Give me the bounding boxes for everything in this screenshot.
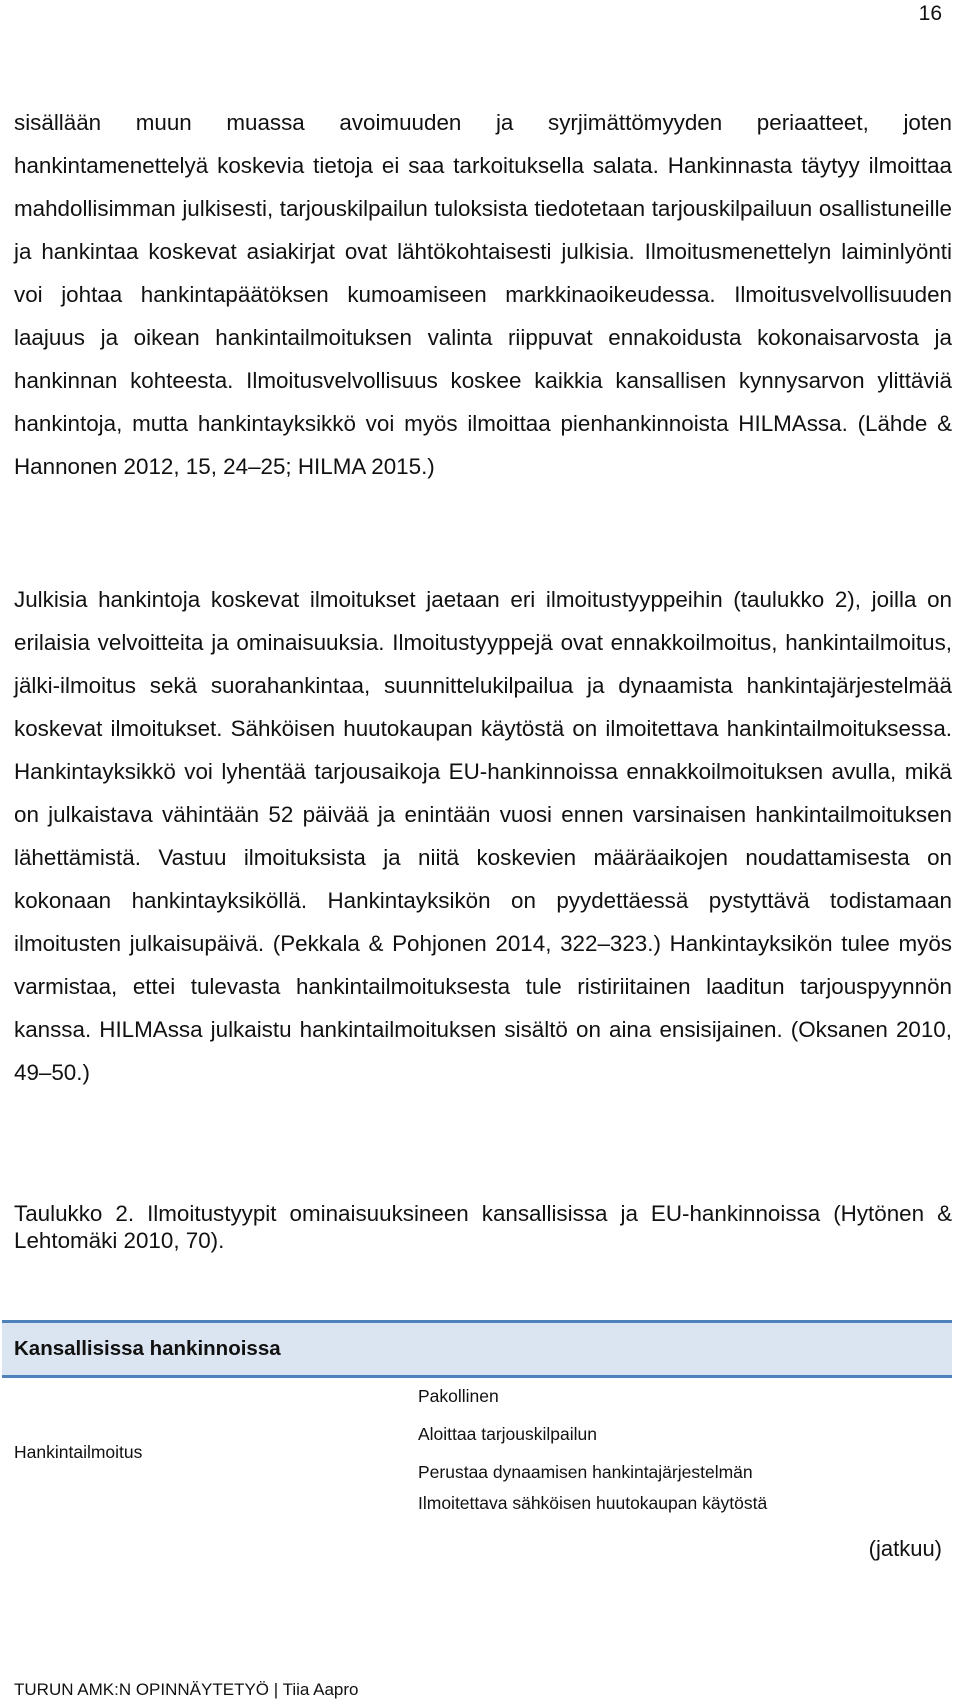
notice-types-table: [2, 1320, 952, 1550]
table-cell: Aloittaa tarjouskilpailun: [418, 1424, 597, 1444]
table-header: [2, 1320, 952, 1378]
table-cell: Ilmoitettava sähköisen huutokaupan käytöstä: [418, 1493, 768, 1513]
body-paragraph-1: sisällään muun muassa avoimuuden ja syrjimättömyyden periaatteet, joten hankintamenettelyä koskevia tietoja ei saa tarkoituksella salata. Hankinnasta täytyy ilmoittaa mahdollisimman julkisesti, tarjouskilpailun tuloksista tiedotetaan tarjouskilpailuun osallistuneille ja hankintaa koskevat asiakirjat ovat lähtökohtaisesti julkisia. Ilmoitusmenettelyn laiminlyönti voi johtaa hankintapäätöksen kumoamiseen markkinaoikeudessa. Ilmoitusvelvollisuuden laajuus ja oikean hankintailmoituksen valinta riippuvat ennakoidusta kokonaisarvosta ja hankinnan kohteesta. Ilmoitusvelvollisuus koskee kaikkia kansallisen kynnysarvon ylittäviä hankintoja, mutta hankintayksikkö voi myös ilmoittaa pienhankinnoista HILMAssa. (Lähde & Hannonen 2012, 15, 24–25; HILMA 2015.): [14, 110, 952, 479]
table-row-label: Hankintailmoitus: [14, 1442, 143, 1462]
continued-label: (jatkuu): [868, 1536, 942, 1561]
table-caption: Taulukko 2. Ilmoitustyypit ominaisuuksineen kansallisissa ja EU-hankinnoissa (Hytönen & Lehtomäki 2010, 70).: [14, 1201, 952, 1253]
page-number: 16: [918, 2, 942, 25]
table-cell: Pakollinen: [418, 1386, 499, 1406]
body-paragraph-2: Julkisia hankintoja koskevat ilmoitukset jaetaan eri ilmoitustyyppeihin (taulukko 2), joilla on erilaisia velvoitteita ja ominaisuuksia. Ilmoitustyyppejä ovat ennakkoilmoitus, hankintailmoitus, jälki-ilmoitus sekä suorahankintaa, suunnittelukilpailua ja dynaamista hankintajärjestelmää koskevat ilmoitukset. Sähköisen huutokaupan käytöstä on ilmoitettava hankintailmoituksessa. Hankintayksikkö voi lyhentää tarjousaikoja EU-hankinnoissa ennakkoilmoituksen avulla, mikä on julkaistava vähintään 52 päivää ja enintään vuosi ennen varsinaisen hankintailmoituksen lähettämistä. Vastuu ilmoituksista ja niitä koskevien määräaikojen noudattamisesta on kokonaan hankintayksiköllä. Hankintayksikön on pyydettäessä pystyttävä todistamaan ilmoitusten julkaisupäivä. (Pekkala & Pohjonen 2014, 322–323.) Hankintayksikön tulee myös varmistaa, ettei tulevasta hankintailmoituksesta tule ristiriitainen laaditun tarjouspyynnön kanssa. HILMAssa julkaistu hankintailmoituksen sisältö on aina ensisijainen. (Oksanen 2010, 49–50.): [14, 587, 952, 1085]
table-header-label: Kansallisissa hankinnoissa: [14, 1337, 281, 1360]
table-cell: Perustaa dynaamisen hankintajärjestelmän: [418, 1462, 753, 1482]
page-footer: TURUN AMK:N OPINNÄYTETYÖ | Tiia Aapro: [14, 1680, 359, 1699]
